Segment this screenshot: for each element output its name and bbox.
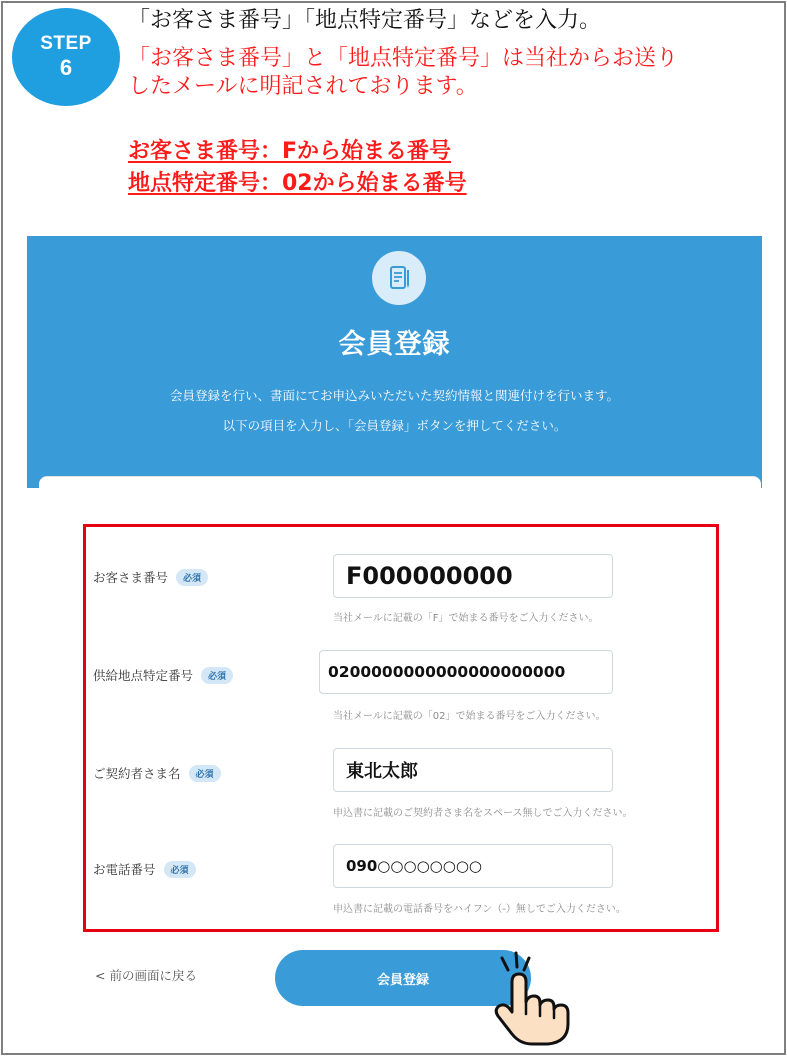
pointing-hand-icon	[488, 950, 578, 1046]
location-number-help: 当社メールに記載の「02」で始まる番号をご入力ください。	[333, 711, 606, 722]
highlight-customer-number: お客さま番号：Fから始まる番号	[128, 139, 452, 164]
document-icon	[372, 251, 426, 305]
page-description-1: 会員登録を行い、書面にてお申込みいただいた契約情報と関連付けを行います。	[169, 388, 619, 403]
page-description-2: 以下の項目を入力し、「会員登録」ボタンを押してください。	[222, 418, 567, 433]
contractor-name-help: 申込書に記載のご契約者さま名をスペース無しでご入力ください。	[333, 808, 633, 819]
customer-number-help: 当社メールに記載の「F」で始まる番号をご入力ください。	[333, 613, 599, 624]
location-number-label-text: 供給地点特定番号	[93, 668, 194, 683]
contractor-name-label-text: ご契約者さま名	[93, 766, 181, 781]
page-title: 会員登録	[338, 329, 451, 360]
register-button-label: 会員登録	[376, 972, 429, 988]
required-badge: 必須	[164, 861, 196, 878]
required-badge: 必須	[176, 569, 208, 586]
step-number: 6	[59, 55, 73, 80]
highlight-location-number: 地点特定番号：02から始まる番号	[128, 171, 467, 196]
step-word: STEP	[40, 33, 92, 54]
phone-number-label-text: お電話番号	[93, 862, 156, 877]
required-badge: 必須	[189, 765, 221, 782]
instruction-line-3: したメールに明記されております。	[128, 74, 478, 99]
page-banner	[27, 236, 762, 488]
phone-number-help: 申込書に記載の電話番号をハイフン（-）無しでご入力ください。	[333, 904, 626, 915]
instruction-line-2: 「お客さま番号」と「地点特定番号」は当社からお送り	[128, 46, 679, 71]
back-link[interactable]: < 前の画面に戻る	[95, 968, 197, 983]
contractor-name-value: 東北太郎	[346, 761, 418, 782]
phone-number-value: 090○○○○○○○○	[346, 857, 483, 875]
step-badge	[12, 8, 120, 106]
customer-number-label-text: お客さま番号	[93, 570, 169, 585]
required-badge: 必須	[201, 667, 233, 684]
location-number-value: 0200000000000000000000	[328, 663, 566, 681]
registration-page-screenshot	[27, 236, 762, 1008]
highlight-frame	[83, 524, 719, 932]
customer-number-value: F000000000	[346, 562, 513, 590]
instruction-line-1: 「お客さま番号」「地点特定番号」などを入力。	[128, 8, 602, 33]
